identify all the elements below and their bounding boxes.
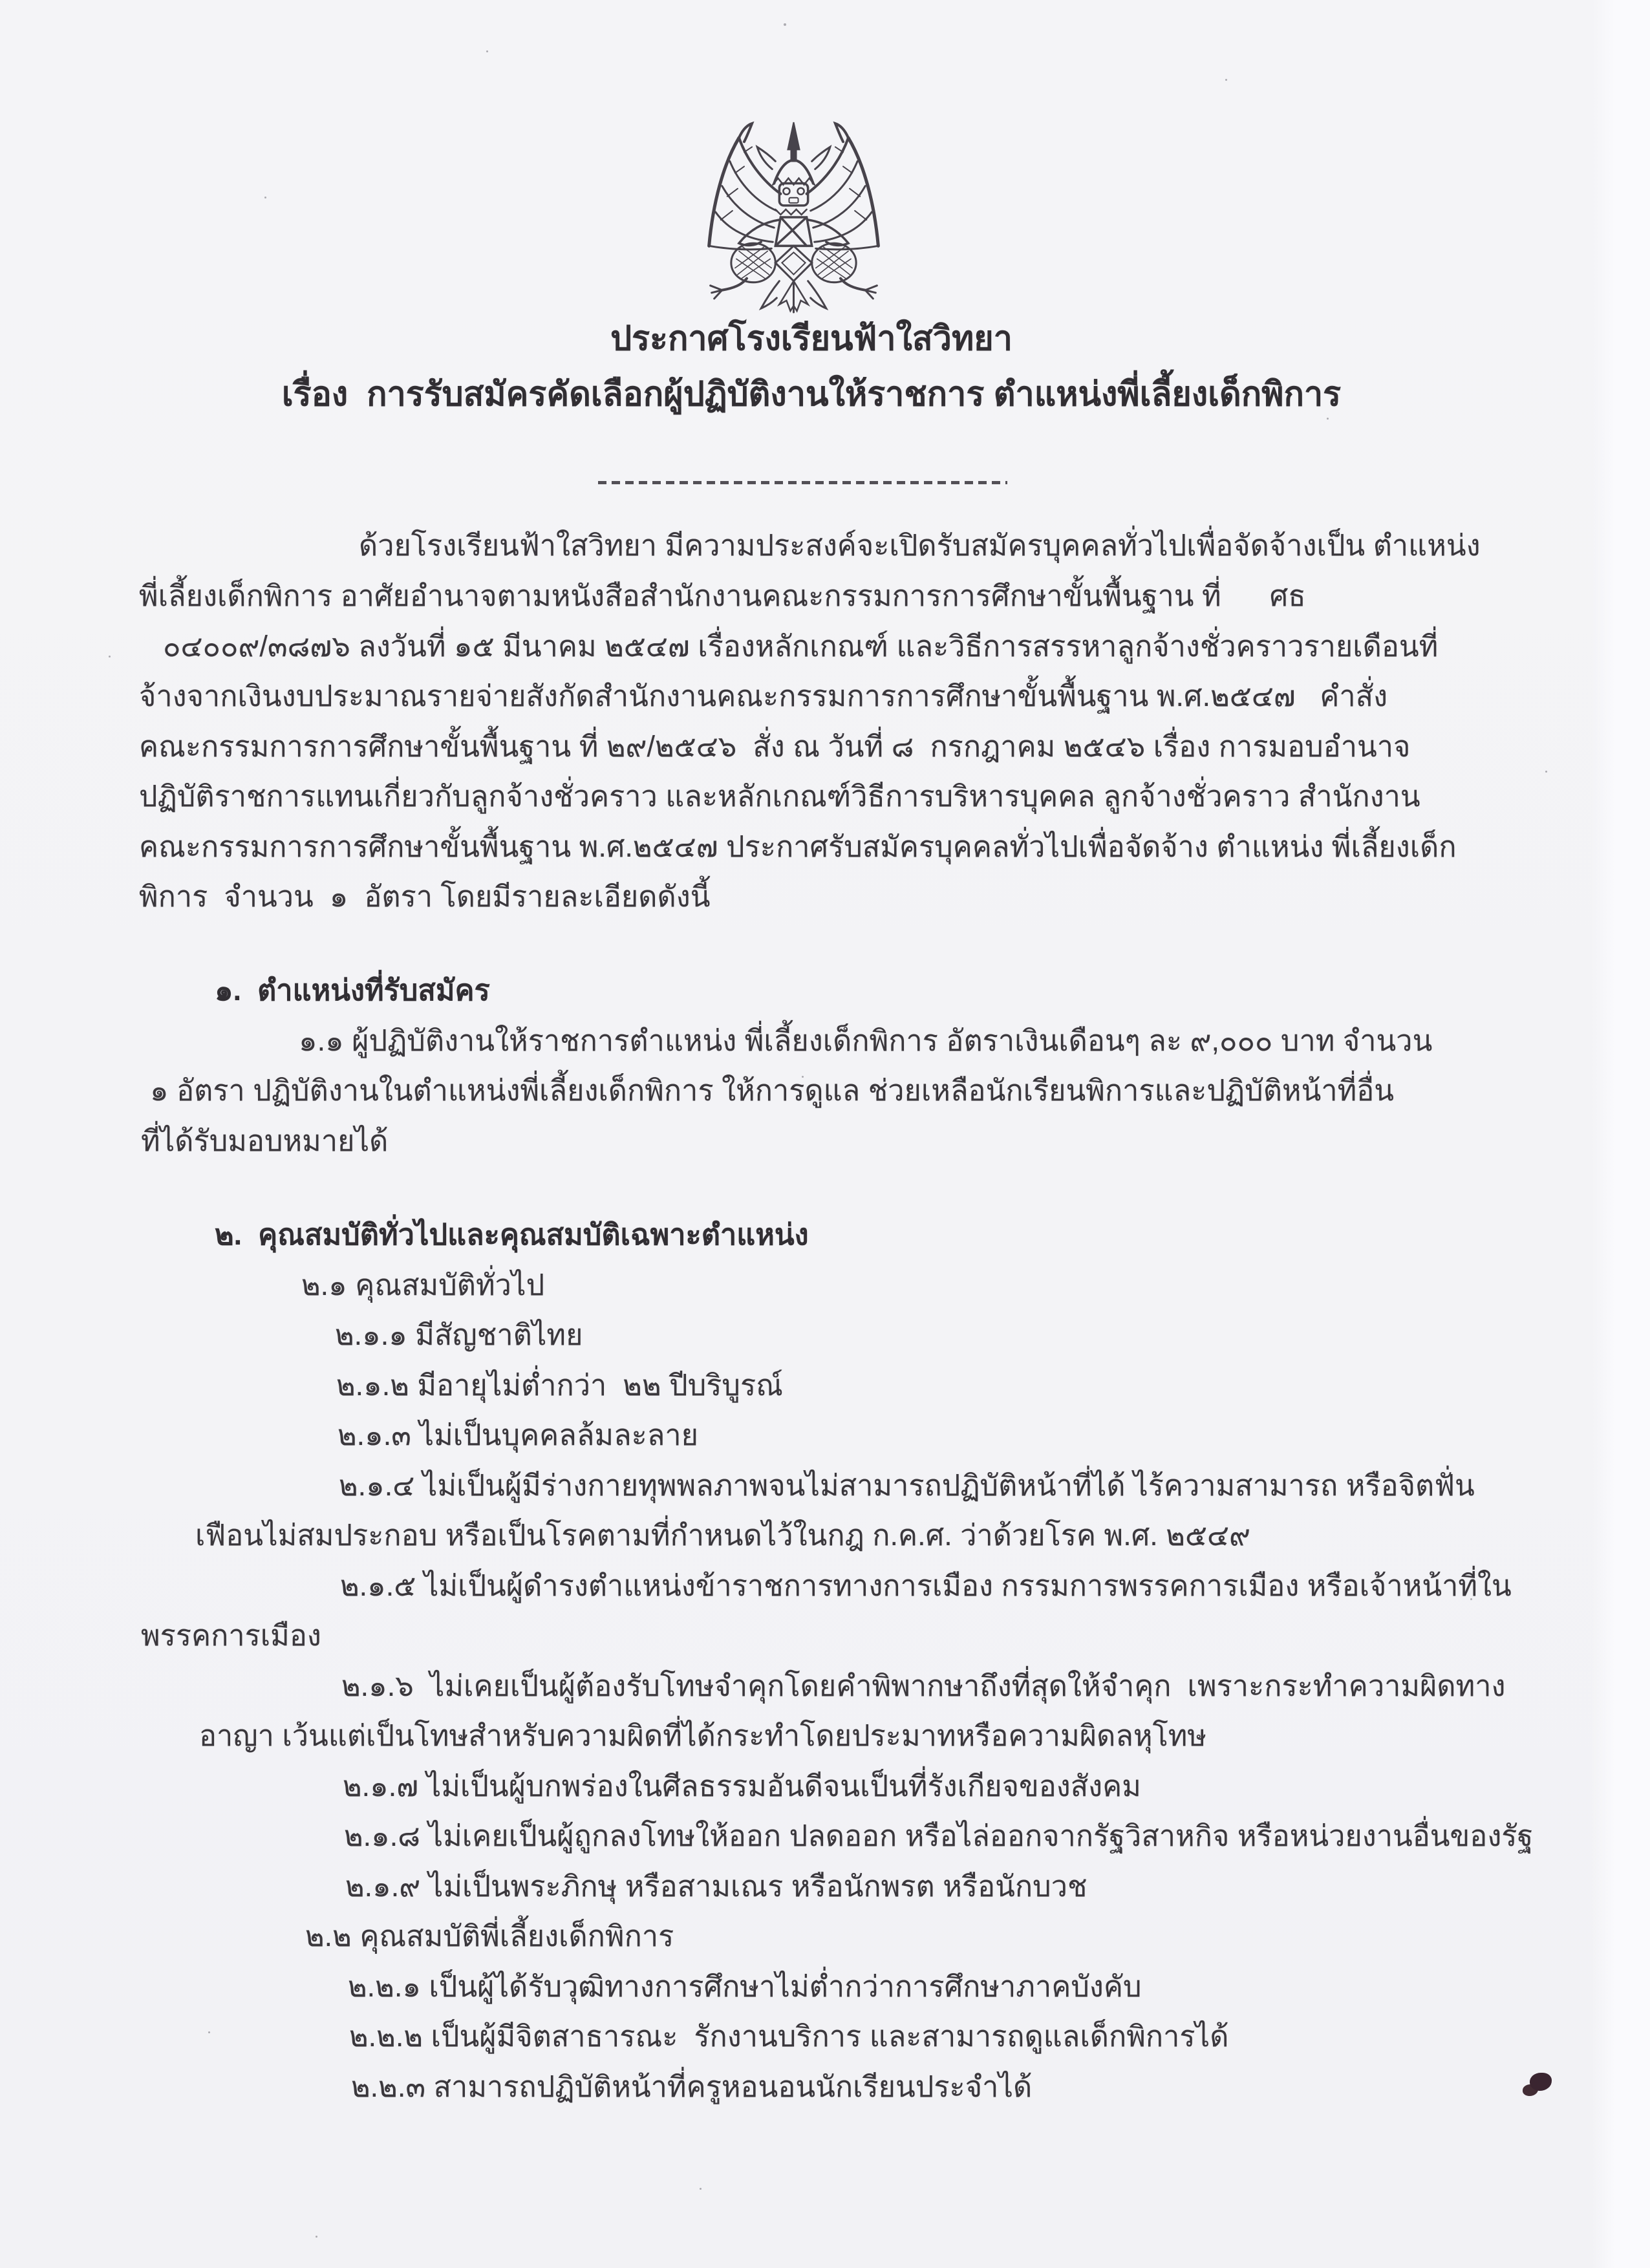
paper-speck <box>700 2188 702 2190</box>
intro-line-8: พิการ จำนวน ๑ อัตรา โดยมีรายละเอียดดังนี้ <box>139 880 711 913</box>
item-2-1-8: ๒.๑.๘ ไม่เคยเป็นผู้ถูกลงโทษให้ออก ปลดออก หรือไล่ออกจากรัฐวิสาหกิจ หรือหน่วยงานอื่นของรัฐ <box>344 1819 1534 1852</box>
item-2-1-3: ๒.๑.๓ ไม่เป็นบุคคลล้มละลาย <box>338 1418 699 1451</box>
item-1-1-line-3: ที่ได้รับมอบหมายได้ <box>141 1124 389 1157</box>
intro-line-2: พี่เลี้ยงเด็กพิการ อาศัยอำนาจตามหนังสือสำนักงานคณะกรรมการการศึกษาขั้นพื้นฐาน ที่ ศธ <box>139 579 1306 612</box>
paper-speck <box>1225 79 1227 81</box>
paper-speck <box>208 2031 210 2033</box>
paper-speck <box>109 656 111 658</box>
section-1-heading: ๑. ตำแหน่งที่รับสมัคร <box>215 974 490 1007</box>
paper-speck <box>993 1788 995 1790</box>
paper-speck <box>784 23 786 26</box>
paper-speck <box>1470 1598 1472 1600</box>
section-2-heading: ๒. คุณสมบัติทั่วไปและคุณสมบัติเฉพาะตำแหน่ง <box>215 1218 809 1251</box>
title-line-2: เรื่อง การรับสมัครคัดเลือกผู้ปฏิบัติงานให้ราชการ ตำแหน่งพี่เลี้ยงเด็กพิการ <box>281 376 1342 413</box>
garuda-emblem-icon <box>684 118 903 314</box>
intro-line-4: จ้างจากเงินงบประมาณรายจ่ายสังกัดสำนักงานคณะกรรมการการศึกษาขั้นพื้นฐาน พ.ศ.๒๕๔๗ คำสั่ง <box>139 679 1388 712</box>
item-2-1-6-cont: อาญา เว้นแต่เป็นโทษสำหรับความผิดที่ได้กระทำโดยประมาทหรือความผิดลหุโทษ <box>199 1719 1207 1752</box>
intro-line-7: คณะกรรมการการศึกษาขั้นพื้นฐาน พ.ศ.๒๕๔๗ ประกาศรับสมัครบุคคลทั่วไปเพื่อจัดจ้าง ตำแหน่ง พี่เลี้ยงเด็ก <box>139 830 1457 863</box>
ink-blob-artifact <box>1530 2073 1552 2091</box>
item-2-1-5-cont: พรรคการเมือง <box>141 1619 321 1652</box>
intro-line-1: ด้วยโรงเรียนฟ้าใสวิทยา มีความประสงค์จะเปิดรับสมัครบุคคลทั่วไปเพื่อจัดจ้างเป็น ตำแหน่ง <box>359 529 1481 562</box>
paper-speck <box>1545 771 1547 773</box>
paper-speck <box>802 1076 804 1078</box>
item-2-1-5: ๒.๑.๕ ไม่เป็นผู้ดำรงตำแหน่งข้าราชการทางการเมือง กรรมการพรรคการเมือง หรือเจ้าหน้าที่ใน <box>340 1569 1512 1602</box>
item-2-2-2: ๒.๒.๒ เป็นผู้มีจิตสาธารณะ รักงานบริการ และสามารถดูแลเด็กพิการได้ <box>349 2020 1229 2053</box>
paper-speck <box>486 50 488 52</box>
item-1-1-line-2: ๑ อัตรา ปฏิบัติงานในตำแหน่งพี่เลี้ยงเด็กพิการ ให้การดูแล ช่วยเหลือนักเรียนพิการและปฏิบัติหน้าที่อื่น <box>150 1074 1395 1107</box>
item-2-1-4: ๒.๑.๔ ไม่เป็นผู้มีร่างกายทุพพลภาพจนไม่สามารถปฏิบัติหน้าที่ได้ ไร้ความสามารถ หรือจิตฟั่น <box>339 1469 1475 1502</box>
title-line-1: ประกาศโรงเรียนฟ้าใสวิทยา <box>610 320 1012 358</box>
intro-line-6: ปฏิบัติราชการแทนเกี่ยวกับลูกจ้างชั่วคราว และหลักเกณฑ์วิธีการบริหารบุคคล ลูกจ้างชั่วคราว สำนักงาน <box>139 780 1420 813</box>
item-2-1-6: ๒.๑.๖ ไม่เคยเป็นผู้ต้องรับโทษจำคุกโดยคำพิพากษาถึงที่สุดให้จำคุก เพราะกระทำความผิดทาง <box>341 1669 1506 1702</box>
item-2-1-7: ๒.๑.๗ ไม่เป็นผู้บกพร่องในศีลธรรมอันดีจนเป็นที่รังเกียจของสังคม <box>343 1770 1141 1803</box>
item-2-2-3: ๒.๒.๓ สามารถปฏิบัติหน้าที่ครูหอนอนนักเรียนประจำได้ <box>351 2070 1033 2103</box>
item-2-2: ๒.๒ คุณสมบัติพี่เลี้ยงเด็กพิการ <box>305 1920 674 1952</box>
title-divider-dashes <box>598 481 1007 484</box>
item-2-2-1: ๒.๒.๑ เป็นผู้ได้รับวุฒิทางการศึกษาไม่ต่ำกว่าการศึกษาภาคบังคับ <box>348 1970 1142 2003</box>
paper-speck <box>316 2236 317 2238</box>
paper-speck <box>264 197 266 198</box>
paper-speck <box>429 1490 431 1492</box>
item-2-1-9: ๒.๑.๙ ไม่เป็นพระภิกษุ หรือสามเณร หรือนักพรต หรือนักบวช <box>345 1870 1088 1903</box>
item-2-1-4-cont: เฟือนไม่สมประกอบ หรือเป็นโรคตามที่กำหนดไว้ในกฎ ก.ค.ศ. ว่าด้วยโรค พ.ศ. ๒๕๔๙ <box>195 1519 1251 1552</box>
item-2-1: ๒.๑ คุณสมบัติทั่วไป <box>301 1268 545 1301</box>
intro-line-5: คณะกรรมการการศึกษาขั้นพื้นฐาน ที่ ๒๙/๒๕๔๖ สั่ง ณ วันที่ ๘ กรกฎาคม ๒๕๔๖ เรื่อง การมอบอำนาจ <box>139 730 1411 763</box>
item-2-1-2: ๒.๑.๒ มีอายุไม่ต่ำกว่า ๒๒ ปีบริบูรณ์ <box>336 1369 783 1402</box>
item-2-1-1: ๒.๑.๑ มีสัญชาติไทย <box>335 1318 583 1351</box>
intro-line-3: ๐๔๐๐๙/๓๘๗๖ ลงวันที่ ๑๕ มีนาคม ๒๕๔๗ เรื่องหลักเกณฑ์ และวิธีการสรรหาลูกจ้างชั่วคราวรายเดือนที่ <box>163 630 1439 663</box>
paper-speck <box>1327 418 1329 420</box>
item-1-1-line-1: ๑.๑ ผู้ปฏิบัติงานให้ราชการตำแหน่ง พี่เลี้ยงเด็กพิการ อัตราเงินเดือนๆ ละ ๙,๐๐๐ บาท จำนวน <box>299 1024 1433 1057</box>
